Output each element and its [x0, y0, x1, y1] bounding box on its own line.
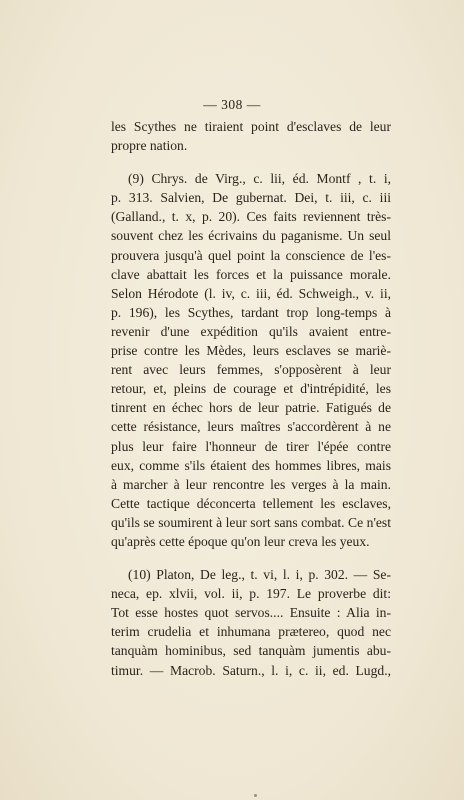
text-line: p. 196), les Scythes, tardant trop long-temps à: [111, 304, 391, 320]
text-line: Cette tactique déconcerta tellement les esclaves,: [111, 495, 391, 511]
text-line: Tot esse hostes quot servos.... Ensuite : Alia in-: [111, 605, 391, 621]
text-line: plus leur faire l'honneur de tirer l'épée contre: [111, 438, 391, 454]
text-line: Selon Hérodote (l. iv, c. iii, éd. Schweigh., v. ii,: [111, 285, 391, 301]
page-number: — 308 —: [203, 97, 261, 112]
text-line: prouvera jusqu'à quel point la conscience de l'es-: [111, 247, 391, 263]
text-line: à marcher à leur rencontre les verges à la main.: [111, 476, 391, 492]
note-10: [111, 565, 391, 680]
text-line: (Galland., t. x, p. 20). Ces faits reviennent très-: [111, 209, 391, 225]
text-line: tanquàm hominibus, sed tanquàm jumentis abu-: [111, 643, 391, 659]
text-line: qu'ils se soumirent à leur sort sans combat. Ce n'est: [111, 514, 391, 530]
page-text: [111, 117, 391, 680]
text-line: rent avec leurs femmes, s'opposèrent à leur: [111, 362, 391, 378]
text-line: prise contre les Mèdes, leurs esclaves se mariè-: [111, 343, 391, 359]
paragraph-continuation: [111, 117, 391, 155]
text-line: p. 313. Salvien, De gubernat. Dei, t. iii, c. iii: [111, 190, 391, 206]
text-line: terim crudelia et inhumana prætereo, quod nec: [111, 624, 391, 640]
text-line: neca, ep. xlvii, vol. ii, p. 197. Le proverbe dit:: [111, 586, 391, 602]
text-line: revenir d'une expédition qu'ils avaient entre-: [111, 323, 391, 339]
text-line: (9) Chrys. de Virg., c. lii, éd. Montf , t. i,: [128, 171, 391, 187]
text-line: (10) Platon, De leg., t. vi, l. i, p. 302. — Se-: [128, 567, 391, 583]
text-line: retour, et, pleins de courage et d'intrépidité, les: [111, 381, 391, 397]
text-line: les Scythes ne tiraient point d'esclaves de leur: [111, 119, 391, 134]
paper-speck: [254, 794, 257, 797]
text-line: timur. — Macrob. Saturn., l. i, c. ii, ed. Lugd.,: [111, 662, 391, 678]
note-9: [111, 169, 391, 551]
text-line: clave abattait les forces et la puissance morale.: [111, 266, 391, 282]
text-line: qu'après cette époque qu'on leur creva les yeux.: [111, 533, 370, 549]
text-line: cette résistance, leurs maîtres s'accordèrent à ne: [111, 419, 391, 435]
text-line: souvent chez les écrivains du paganisme. Un seul: [111, 228, 391, 244]
text-line: propre nation.: [111, 138, 188, 154]
text-line: tinrent en échec hors de leur patrie. Fatigués de: [111, 400, 391, 416]
text-line: eux, comme s'ils étaient des hommes libres, mais: [111, 457, 391, 473]
